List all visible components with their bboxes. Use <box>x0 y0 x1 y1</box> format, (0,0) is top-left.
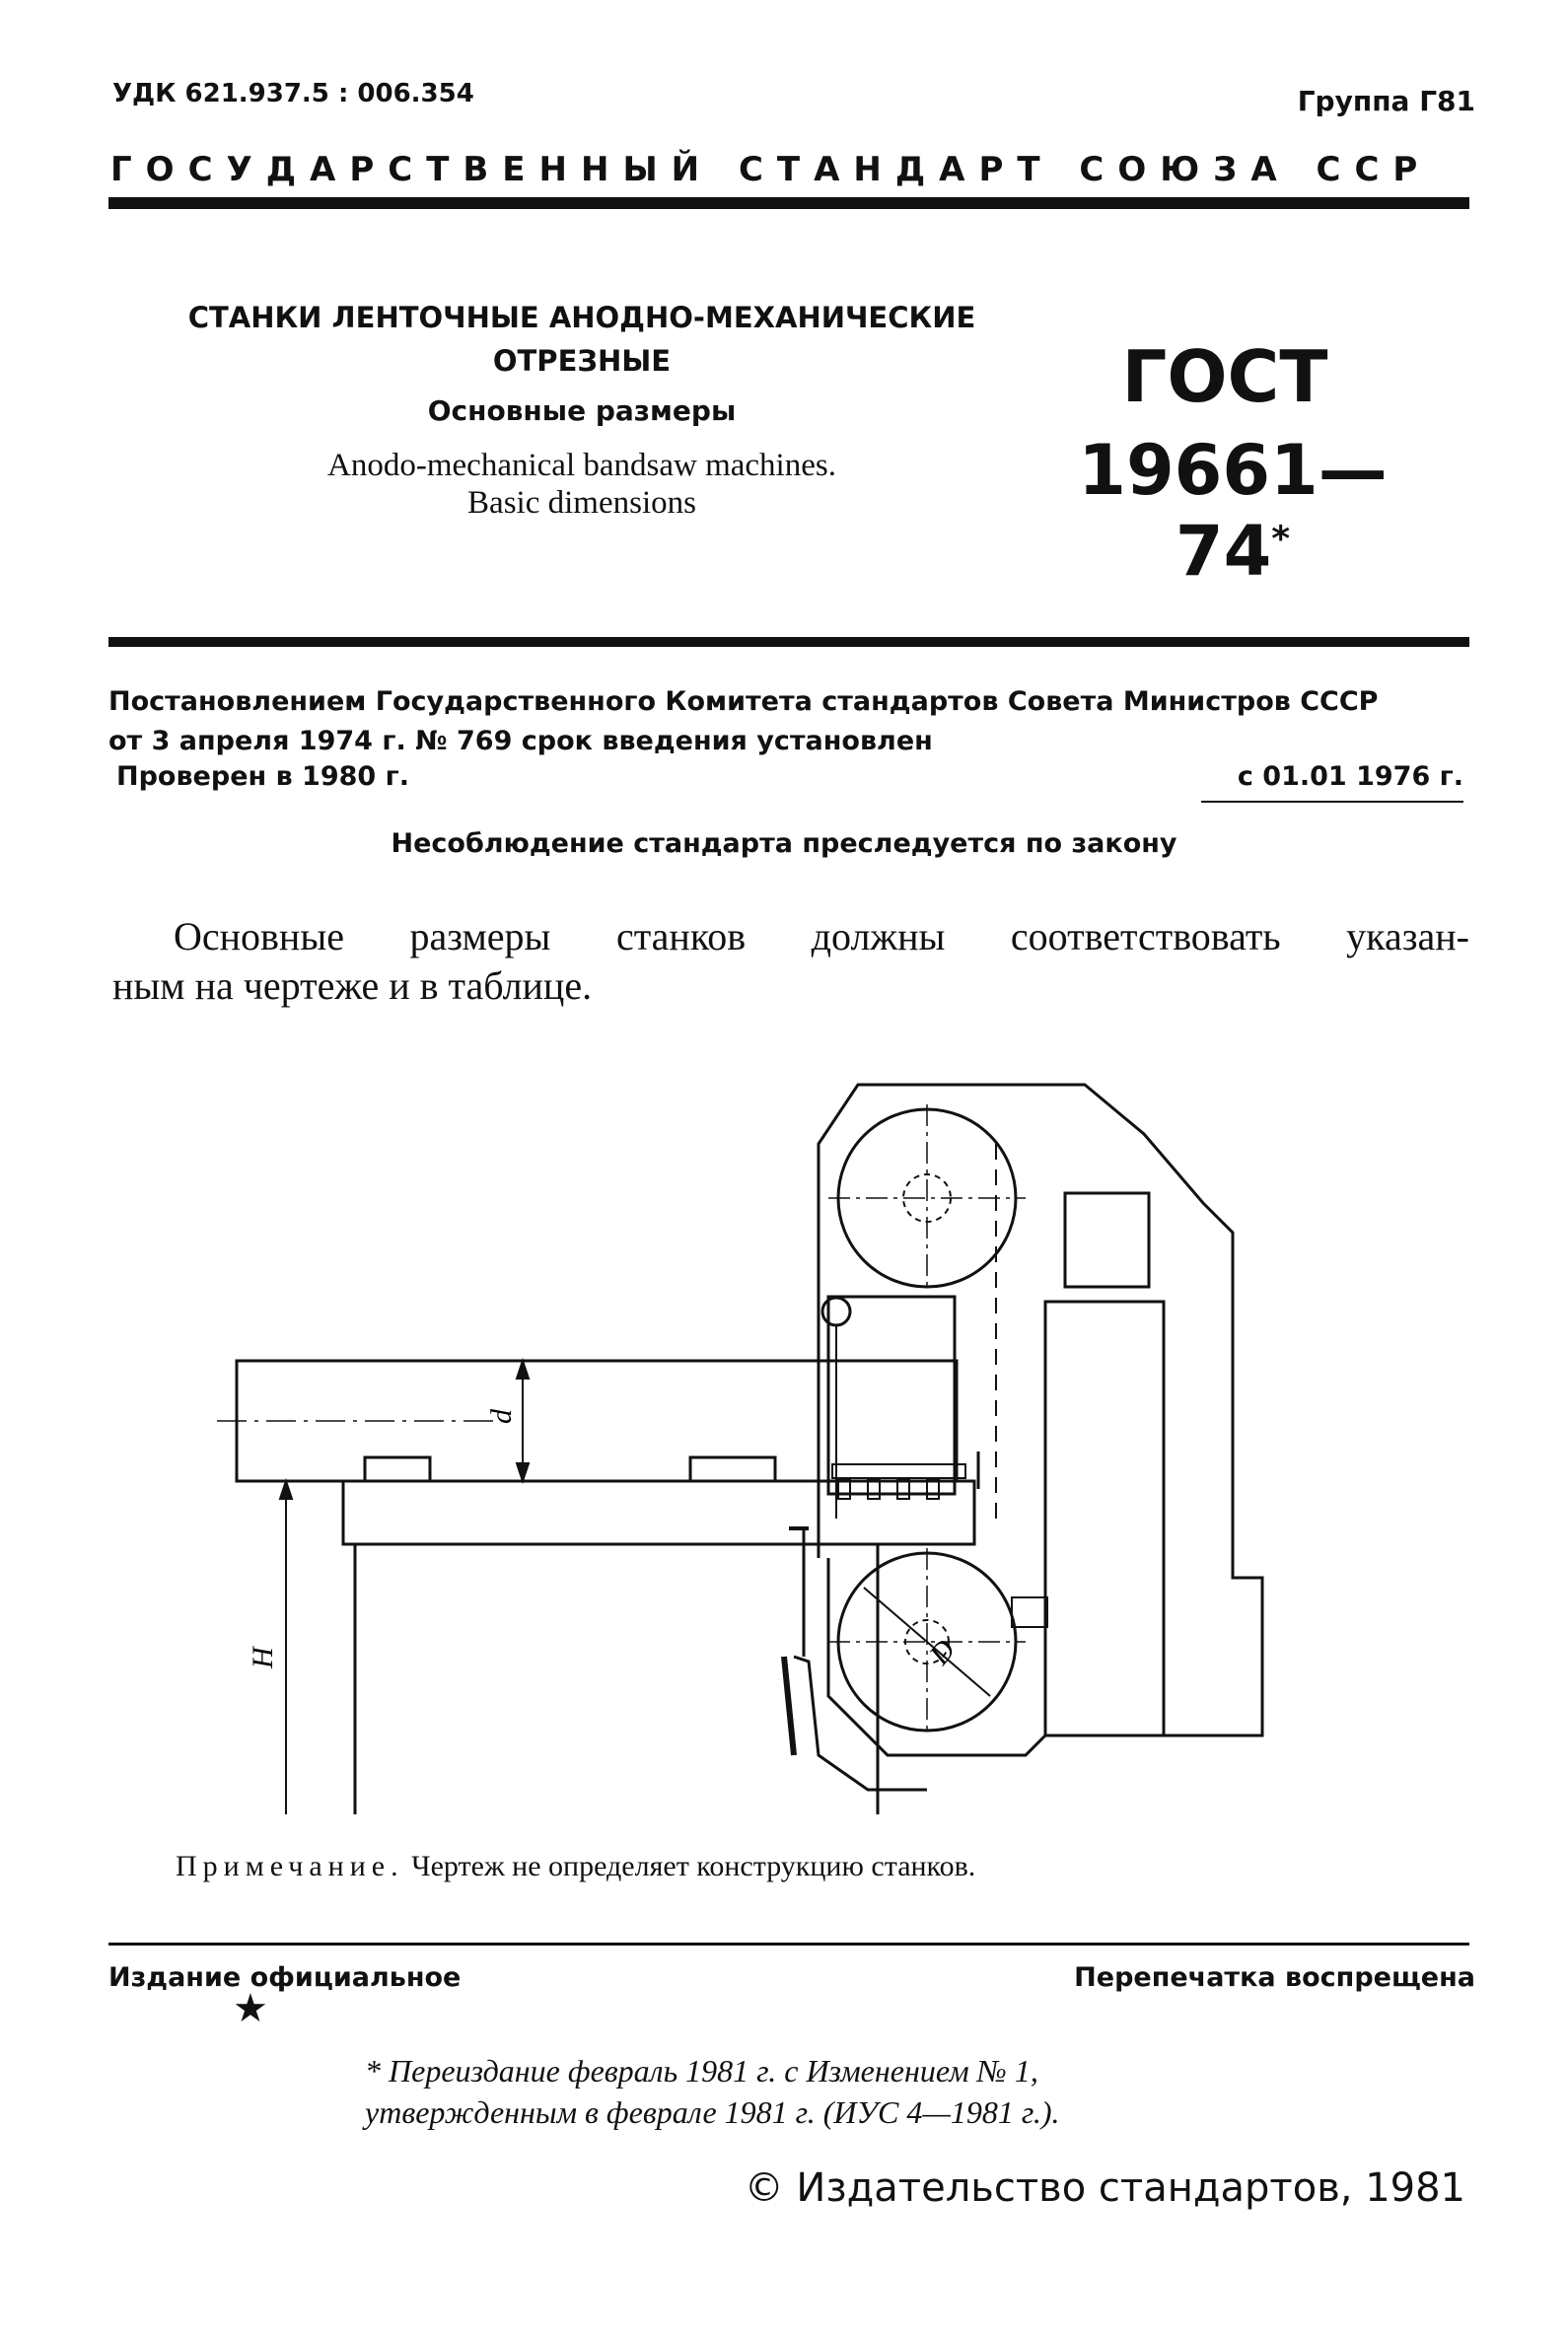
law-notice: Несоблюдение стандарта преследуется по закону <box>391 828 1177 859</box>
clamp-right <box>690 1457 775 1481</box>
reissue-line-2: утвержденным в феврале 1981 г. (ИУС 4—1981 г.). <box>365 2094 1060 2130</box>
dimension-D-label: D <box>923 1633 962 1671</box>
clamp-left <box>365 1457 430 1481</box>
control-box <box>1065 1193 1149 1287</box>
gost-number-mark: * <box>1271 519 1291 560</box>
subtitle: Основные размеры <box>427 394 737 427</box>
dimension-H-label: H <box>247 1647 279 1668</box>
motor-symbol <box>1012 1597 1047 1627</box>
body-text-line-1: Основные размеры станков должны соответствовать указан- <box>174 914 1469 958</box>
group-code: Группа Г81 <box>1297 85 1475 117</box>
reissue-line-1: * Переиздание февраль 1981 г. с Изменением № 1, <box>365 2053 1038 2089</box>
gost-number-value: 19661—74 <box>1078 430 1388 592</box>
copyright: © Издательство стандартов, 1981 <box>744 2165 1465 2211</box>
blade-guide <box>822 1298 850 1325</box>
effective-date: с 01.01 1976 г. <box>1237 761 1463 792</box>
drawing-note <box>176 1850 975 1883</box>
gost-number <box>1055 430 1410 592</box>
gost-label: ГОСТ <box>1121 335 1328 418</box>
dimension-d-label: d <box>485 1409 518 1424</box>
machine-drawing <box>197 1065 1282 1814</box>
udk-code: УДК 621.937.5 : 006.354 <box>112 79 474 108</box>
official-edition: Издание официальное <box>108 1962 462 1993</box>
base-body <box>355 1544 878 1814</box>
reprint-prohibited: Перепечатка воспрещена <box>1074 1962 1475 1993</box>
footer-rule <box>108 1943 1469 1946</box>
effective-date-underline <box>1201 801 1463 803</box>
title-line-1: СТАНКИ ЛЕНТОЧНЫЕ АНОДНО-МЕХАНИЧЕСКИЕ <box>187 301 976 334</box>
chip-tray <box>794 1657 927 1790</box>
note-label: Примечание. <box>176 1850 404 1882</box>
note-text: Чертеж не определяет конструкцию станков. <box>403 1850 976 1882</box>
saw-frame <box>819 1085 1262 1755</box>
star-icon: ★ <box>233 1986 268 2031</box>
body-text-line-2: ным на чертеже и в таблице. <box>112 963 593 1008</box>
decree-line-2: от 3 апреля 1974 г. № 769 срок введения установлен <box>108 726 933 756</box>
state-standard-heading: ГОСУДАРСТВЕННЫЙ СТАНДАРТ СОЮЗА ССР <box>110 150 1432 189</box>
english-title-line-2: Basic dimensions <box>467 485 696 521</box>
section-rule <box>108 637 1469 647</box>
checked-year: Проверен в 1980 г. <box>116 761 409 792</box>
header-rule <box>108 197 1469 209</box>
title-block <box>148 296 1016 522</box>
title-line-2: ОТРЕЗНЫЕ <box>492 344 672 378</box>
column <box>1045 1302 1164 1735</box>
english-title-line-1: Anodo-mechanical bandsaw machines. <box>327 448 836 483</box>
decree-line-1: Постановлением Государственного Комитета стандартов Совета Министров СССР <box>108 686 1379 717</box>
